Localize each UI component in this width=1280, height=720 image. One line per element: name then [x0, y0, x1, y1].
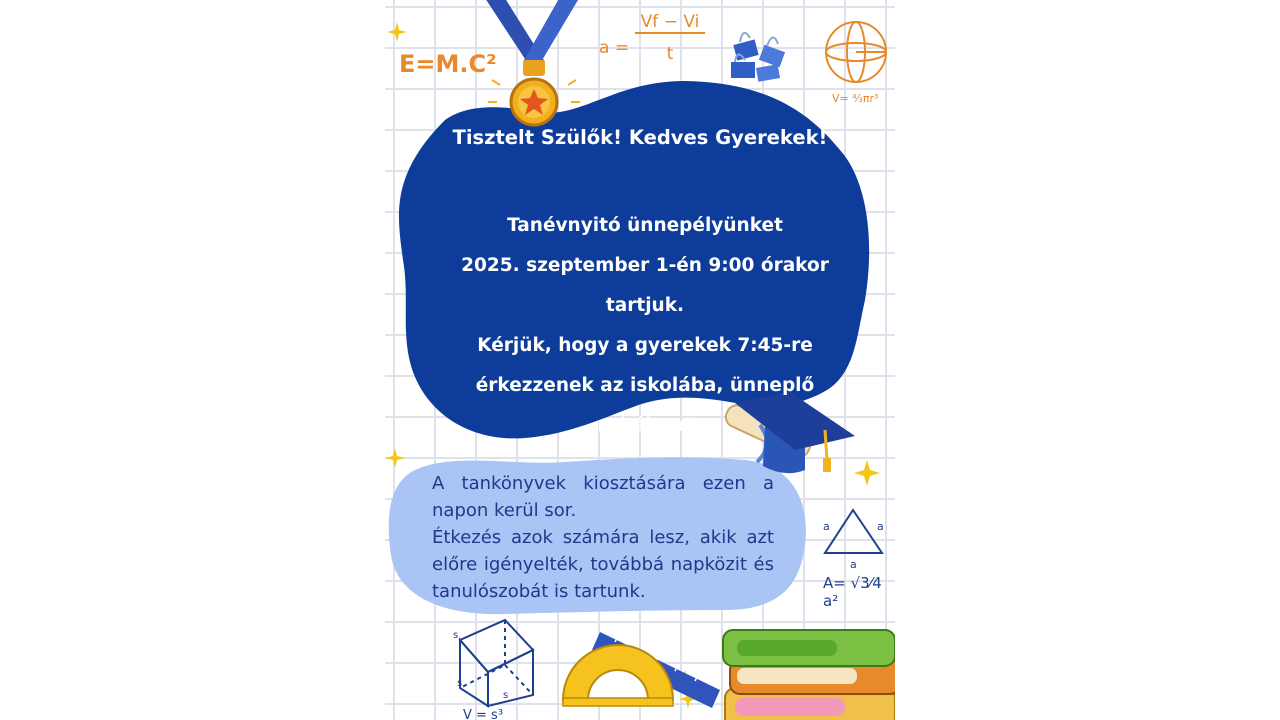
triangle-side-label: a: [877, 520, 884, 533]
greeting-title: Tisztelt Szülők! Kedves Gyerekek!: [452, 126, 828, 149]
info-paragraph: Étkezés azok számára lesz, akik azt előre igényelték, továbbá napközit és tanulószobát is tartunk.: [432, 527, 774, 602]
info-paragraph: A tankönyvek kiosztására ezen a napon kerül sor.: [432, 473, 774, 521]
sphere-icon: [826, 22, 886, 82]
triangle-side-label: a: [823, 520, 830, 533]
triangle-area-formula: A= √3⁄4 a²: [823, 574, 882, 610]
cube-icon: [460, 620, 533, 706]
announcement-text: [415, 206, 875, 446]
announcement-line: 2025. szeptember 1-én 9:00 órakor: [461, 255, 829, 276]
cube-side-label: s: [453, 630, 459, 641]
announcement-poster: [385, 0, 895, 720]
announcement-line: ruhában!: [597, 415, 693, 436]
triangle-icon: [825, 510, 882, 553]
books-icon: [723, 630, 895, 720]
einstein-formula: E=M.C²: [399, 50, 497, 78]
cube-side-label: s: [457, 678, 463, 689]
announcement-line: tartjuk.: [605, 295, 685, 316]
triangle-side-label: a: [850, 558, 857, 571]
info-text: [432, 470, 774, 605]
cube-side-label: s: [503, 690, 509, 701]
medal-icon: [483, 0, 581, 125]
protractor-icon: [563, 645, 673, 706]
sphere-volume-formula: V= ⁴⁄₃πr³: [832, 92, 879, 105]
acceleration-formula-lhs: a =: [599, 38, 630, 58]
announcement-line: Kérjük, hogy a gyerekek 7:45-re: [477, 335, 813, 356]
announcement-line: érkezzenek az iskolába, ünneplő: [475, 375, 815, 396]
acceleration-formula-numerator: Vf − Vi: [635, 12, 705, 34]
binder-clips-icon: [731, 33, 785, 82]
acceleration-formula-denominator: t: [666, 44, 674, 64]
cube-volume-formula: V = s³: [463, 708, 504, 720]
announcement-line: Tanévnyitó ünnepélyünket: [507, 215, 783, 236]
